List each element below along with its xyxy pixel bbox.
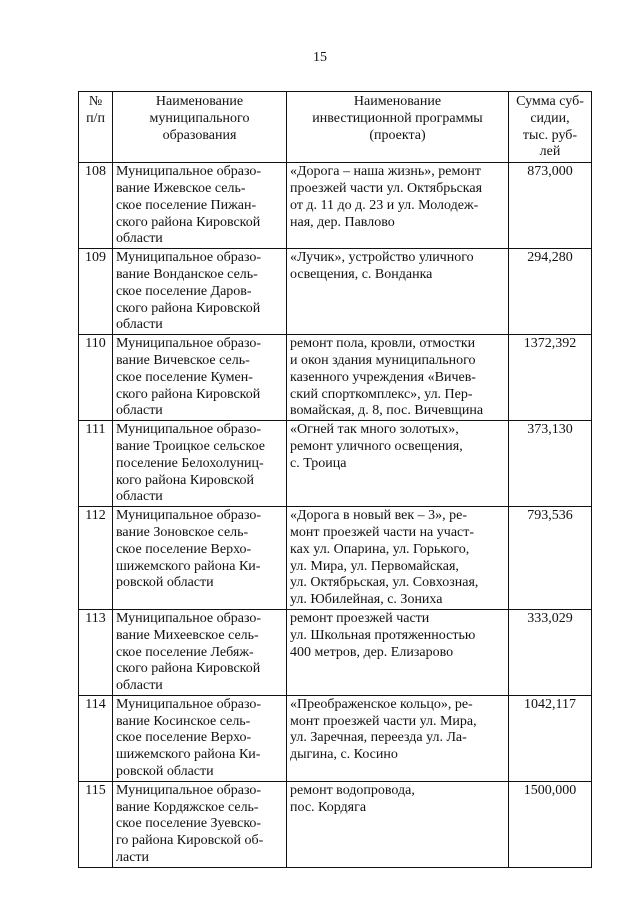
municipality-line: поселение Белохолуниц- bbox=[116, 455, 264, 471]
header-line: лей bbox=[539, 144, 561, 160]
subsidy-amount: 793,536 bbox=[509, 507, 592, 610]
municipality-line: Муниципальное образо- bbox=[116, 782, 262, 798]
program-line: «Дорога в новый век – 3», ре- bbox=[290, 508, 468, 524]
municipality-line: ского района Кировской bbox=[116, 214, 261, 230]
program-name bbox=[287, 421, 509, 507]
municipality-line: ровской области bbox=[116, 764, 214, 780]
table-header bbox=[79, 92, 592, 163]
municipality-line: ское поселение Даров- bbox=[116, 283, 252, 299]
program-line: ул. Мира, ул. Первомайская, bbox=[290, 558, 459, 574]
program-line: дыгина, с. Косино bbox=[290, 747, 398, 763]
subsidy-amount: 873,000 bbox=[509, 163, 592, 249]
municipality-line: Муниципальное образо- bbox=[116, 508, 262, 524]
program-line: ул. Октябрьская, ул. Совхозная, bbox=[290, 575, 479, 591]
municipality-line: ского района Кировской bbox=[116, 300, 261, 316]
municipality-name bbox=[113, 421, 287, 507]
program-line: монт проезжей части на участ- bbox=[290, 524, 475, 540]
header-line: Наименование bbox=[155, 94, 244, 109]
municipality-line: ское поселение Верхо- bbox=[116, 541, 252, 557]
program-line: «Преображенское кольцо», ре- bbox=[290, 696, 473, 712]
municipality-line: области bbox=[116, 489, 163, 505]
municipality-line: Муниципальное образо- bbox=[116, 422, 262, 438]
row-number: 109 bbox=[79, 249, 113, 335]
table-row bbox=[79, 695, 592, 781]
header-line: Наименование bbox=[353, 94, 442, 109]
municipality-line: Муниципальное образо- bbox=[116, 164, 262, 180]
header-line: Сумма суб- bbox=[516, 94, 584, 109]
municipality-line: кого района Кировской bbox=[116, 472, 255, 488]
program-name bbox=[287, 335, 509, 421]
municipality-name bbox=[113, 609, 287, 695]
municipality-line: ского района Кировской bbox=[116, 661, 261, 677]
municipality-line: вание Ижевское сель- bbox=[116, 180, 246, 196]
header-line: п/п bbox=[86, 110, 105, 126]
municipality-line: Муниципальное образо- bbox=[116, 336, 262, 352]
subsidy-amount: 1042,117 bbox=[509, 695, 592, 781]
program-line: ремонт водопровода, bbox=[290, 782, 415, 798]
table-row bbox=[79, 335, 592, 421]
municipality-line: вание Кордяжское сель- bbox=[116, 799, 259, 815]
program-name bbox=[287, 507, 509, 610]
program-line: «Огней так много золотых», bbox=[290, 422, 459, 438]
row-number: 115 bbox=[79, 781, 113, 867]
table-row bbox=[79, 163, 592, 249]
program-name bbox=[287, 163, 509, 249]
row-number: 113 bbox=[79, 609, 113, 695]
program-line: ная, дер. Павлово bbox=[290, 214, 395, 230]
municipality-line: Муниципальное образо- bbox=[116, 696, 262, 712]
program-line: вомайская, д. 8, пос. Вичевщина bbox=[290, 403, 484, 419]
municipality-line: ское поселение Верхо- bbox=[116, 730, 252, 746]
subsidy-amount: 294,280 bbox=[509, 249, 592, 335]
header-number bbox=[79, 92, 113, 163]
municipality-line: го района Кировской об- bbox=[116, 833, 264, 849]
subsidy-amount: 1372,392 bbox=[509, 335, 592, 421]
municipality-line: ское поселение Кумен- bbox=[116, 369, 253, 385]
municipality-line: ское поселение Пижан- bbox=[116, 197, 257, 213]
header-line: образования bbox=[162, 127, 237, 143]
municipality-line: вание Зоновское сель- bbox=[116, 524, 249, 540]
subsidy-table bbox=[78, 91, 592, 868]
municipality-line: области bbox=[116, 317, 163, 333]
row-number: 114 bbox=[79, 695, 113, 781]
municipality-line: ского района Кировской bbox=[116, 386, 261, 402]
municipality-line: области bbox=[116, 678, 163, 694]
header-line: инвестиционной программы bbox=[312, 110, 483, 126]
municipality-line: шижемского района Ки- bbox=[116, 558, 261, 574]
municipality-name bbox=[113, 335, 287, 421]
municipality-name bbox=[113, 781, 287, 867]
header-program bbox=[287, 92, 509, 163]
program-line: пос. Кордяга bbox=[290, 799, 367, 815]
header-line: № bbox=[88, 94, 103, 109]
municipality-line: ровской области bbox=[116, 575, 214, 591]
municipality-name bbox=[113, 163, 287, 249]
municipality-line: вание Косинское сель- bbox=[116, 713, 251, 729]
program-line: ул. Заречная, переезда ул. Ла- bbox=[290, 730, 467, 746]
row-number: 110 bbox=[79, 335, 113, 421]
municipality-name bbox=[113, 507, 287, 610]
municipality-line: области bbox=[116, 231, 163, 247]
program-line: «Дорога – наша жизнь», ремонт bbox=[290, 164, 481, 180]
municipality-line: Муниципальное образо- bbox=[116, 250, 262, 266]
program-line: ул. Юбилейная, с. Зониха bbox=[290, 592, 443, 608]
program-line: ремонт проезжей части bbox=[290, 610, 430, 626]
program-name bbox=[287, 249, 509, 335]
subsidy-amount: 373,130 bbox=[509, 421, 592, 507]
table-row bbox=[79, 609, 592, 695]
municipality-line: вание Троицкое сельское bbox=[116, 438, 265, 454]
program-line: с. Троица bbox=[290, 455, 347, 471]
program-line: ках ул. Опарина, ул. Горького, bbox=[290, 541, 470, 557]
table-body bbox=[79, 163, 592, 868]
program-line: и окон здания муниципального bbox=[290, 352, 476, 368]
program-line: монт проезжей части ул. Мира, bbox=[290, 713, 477, 729]
program-line: проезжей части ул. Октябрьская bbox=[290, 180, 483, 196]
program-line: ремонт уличного освещения, bbox=[290, 438, 463, 454]
municipality-line: ское поселение Лебяж- bbox=[116, 644, 254, 660]
municipality-line: шижемского района Ки- bbox=[116, 747, 261, 763]
municipality-line: ласти bbox=[116, 850, 150, 866]
header-line: сидии, bbox=[530, 110, 570, 126]
table-row bbox=[79, 421, 592, 507]
municipality-line: Муниципальное образо- bbox=[116, 610, 262, 626]
header-amount bbox=[509, 92, 592, 163]
header-line: (проекта) bbox=[369, 127, 426, 143]
subsidy-amount: 333,029 bbox=[509, 609, 592, 695]
municipality-line: вание Вонданское сель- bbox=[116, 266, 258, 282]
header-row bbox=[79, 92, 592, 163]
header-municipality bbox=[113, 92, 287, 163]
page-number: 15 bbox=[313, 50, 327, 65]
municipality-name bbox=[113, 695, 287, 781]
program-line: освещения, с. Вонданка bbox=[290, 266, 433, 282]
municipality-line: области bbox=[116, 403, 163, 419]
header-line: муниципального bbox=[149, 110, 250, 126]
subsidy-amount: 1500,000 bbox=[509, 781, 592, 867]
municipality-line: ское поселение Зуевско- bbox=[116, 816, 262, 832]
municipality-line: вание Михеевское сель- bbox=[116, 627, 259, 643]
table-row bbox=[79, 507, 592, 610]
program-line: от д. 11 до д. 23 и ул. Молодеж- bbox=[290, 197, 479, 213]
municipality-name bbox=[113, 249, 287, 335]
program-name bbox=[287, 695, 509, 781]
program-name bbox=[287, 609, 509, 695]
program-line: 400 метров, дер. Елизарово bbox=[290, 644, 454, 660]
program-name bbox=[287, 781, 509, 867]
program-line: ский спорткомплекс», ул. Пер- bbox=[290, 386, 473, 402]
table-row bbox=[79, 781, 592, 867]
row-number: 111 bbox=[79, 421, 113, 507]
row-number: 108 bbox=[79, 163, 113, 249]
program-line: ремонт пола, кровли, отмостки bbox=[290, 336, 476, 352]
header-line: тыс. руб- bbox=[522, 127, 578, 143]
row-number: 112 bbox=[79, 507, 113, 610]
program-line: «Лучик», устройство уличного bbox=[290, 250, 474, 266]
municipality-line: вание Вичевское сель- bbox=[116, 352, 250, 368]
program-line: казенного учреждения «Вичев- bbox=[290, 369, 476, 385]
table-row bbox=[79, 249, 592, 335]
program-line: ул. Школьная протяженностью bbox=[290, 627, 476, 643]
